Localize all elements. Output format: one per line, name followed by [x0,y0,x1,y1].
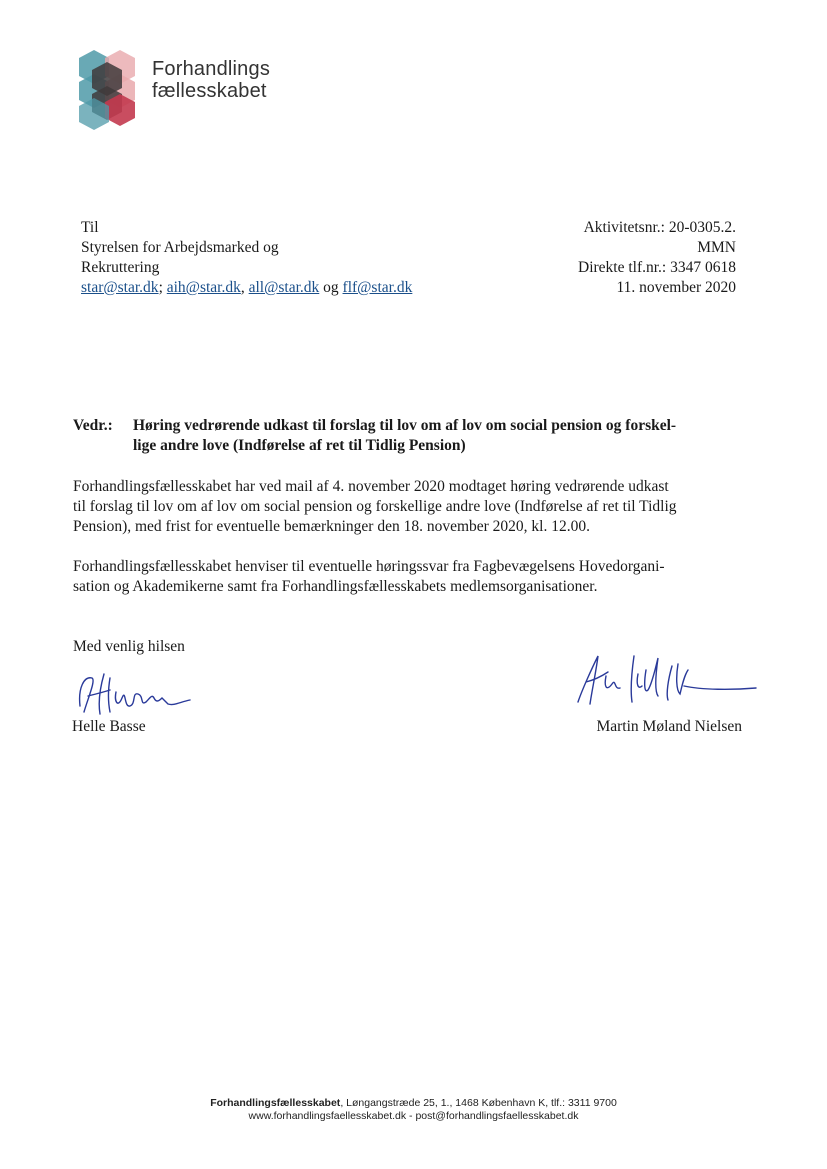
direct-phone: Direkte tlf.nr.: 3347 0618 [578,259,736,276]
recipient-block [81,218,412,298]
reference-block [578,218,736,298]
paragraph-line: sation og Akademikerne samt fra Forhandlingsfællesskabets medlemsorganisationer. [73,578,598,595]
body-paragraph-2 [73,557,753,597]
email-separator: , [240,279,249,296]
footer-organization: Forhandlingsfællesskabet [210,1097,341,1109]
recipient-name-line-1: Styrelsen for Arbejdsmarked og [81,239,279,256]
email-link[interactable]: star@star.dk [81,279,159,296]
email-link[interactable]: flf@star.dk [342,279,413,296]
paragraph-line: til forslag til lov om af lov om social pension og forskellige andre love (Indførelse af ret til Tidlig [73,498,677,515]
case-initials: MMN [697,239,736,256]
recipient-name-line-2: Rekruttering [81,259,160,276]
subject-text [133,416,753,456]
paragraph-line: Forhandlingsfællesskabet har ved mail af 4. november 2020 modtaget høring vedrørende udkast [73,478,669,495]
signature-martin-moeland-nielsen [572,650,762,712]
hexagon-cluster-icon [76,50,142,130]
letter-footer [0,1097,827,1123]
paragraph-line: Pension), med frist for eventuelle bemærkninger den 18. november 2020, kl. 12.00. [73,518,590,535]
logo-line-2: fællesskabet [152,80,267,102]
recipient-to: Til [81,219,99,236]
email-link[interactable]: all@star.dk [248,279,320,296]
signatory-right-name: Martin Møland Nielsen [596,718,742,735]
subject-line-2: lige andre love (Indførelse af ret til Tidlig Pension) [133,437,466,454]
footer-contact-line: www.forhandlingsfaellesskabet.dk - post@forhandlingsfaellesskabet.dk [248,1110,579,1122]
signature-helle-basse [70,668,200,718]
signatory-left-name: Helle Basse [72,718,146,735]
email-link[interactable]: aih@star.dk [166,279,241,296]
footer-address-line [0,1097,827,1110]
recipient-emails [81,278,412,298]
logo-wordmark [152,58,270,102]
email-separator: og [319,279,343,296]
subject-label: Vedr.: [73,417,113,434]
letter-date: 11. november 2020 [616,279,736,296]
email-separator: ; [158,279,167,296]
closing-greeting: Med venlig hilsen [73,638,185,655]
paragraph-line: Forhandlingsfællesskabet henviser til eventuelle høringssvar fra Fagbevægelsens Hovedorgani- [73,558,665,575]
subject-line-1: Høring vedrørende udkast til forslag til lov om af lov om social pension og forskel- [133,417,677,434]
body-paragraph-1 [73,477,753,537]
organization-logo [76,50,316,130]
logo-line-1: Forhandlings [152,58,271,80]
activity-number: Aktivitetsnr.: 20-0305.2. [583,219,736,236]
footer-address: , Løngangstræde 25, 1., 1468 København K, tlf.: 3311 9700 [340,1097,617,1109]
